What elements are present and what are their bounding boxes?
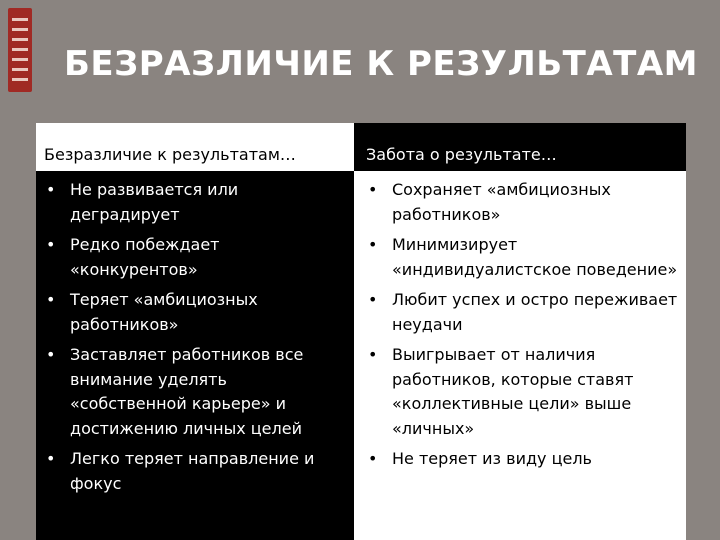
list-item: • Теряет «амбициозных работников» [36,288,348,337]
right-bullet-list [358,178,684,478]
left-bullet-list [36,178,348,502]
list-item: • Сохраняет «амбициозных работников» [358,178,684,227]
list-item: • Заставляет работников все внимание уделять «собственной карьере» и достижению личных целей [36,343,348,441]
list-item: • Не развивается или деградирует [36,178,348,227]
list-item: • Минимизирует «индивидуалистское поведение» [358,233,684,282]
left-column-header [36,123,354,171]
list-item: • Любит успех и остро переживает неудачи [358,288,684,337]
right-column-header [354,123,686,171]
list-item: • Выигрывает от наличия работников, которые ставят «коллективные цели» выше «личных» [358,343,684,441]
right-header-label: Забота о результате… [366,145,557,164]
list-item: • Не теряет из виду цель [358,447,684,472]
list-item: • Легко теряет направление и фокус [36,447,348,496]
university-logo-icon [8,8,32,92]
slide-title: БЕЗРАЗЛИЧИЕ К РЕЗУЛЬТАТАМ [64,44,699,84]
list-item: • Редко побеждает «конкурентов» [36,233,348,282]
left-header-label: Безразличие к результатам… [44,145,296,164]
